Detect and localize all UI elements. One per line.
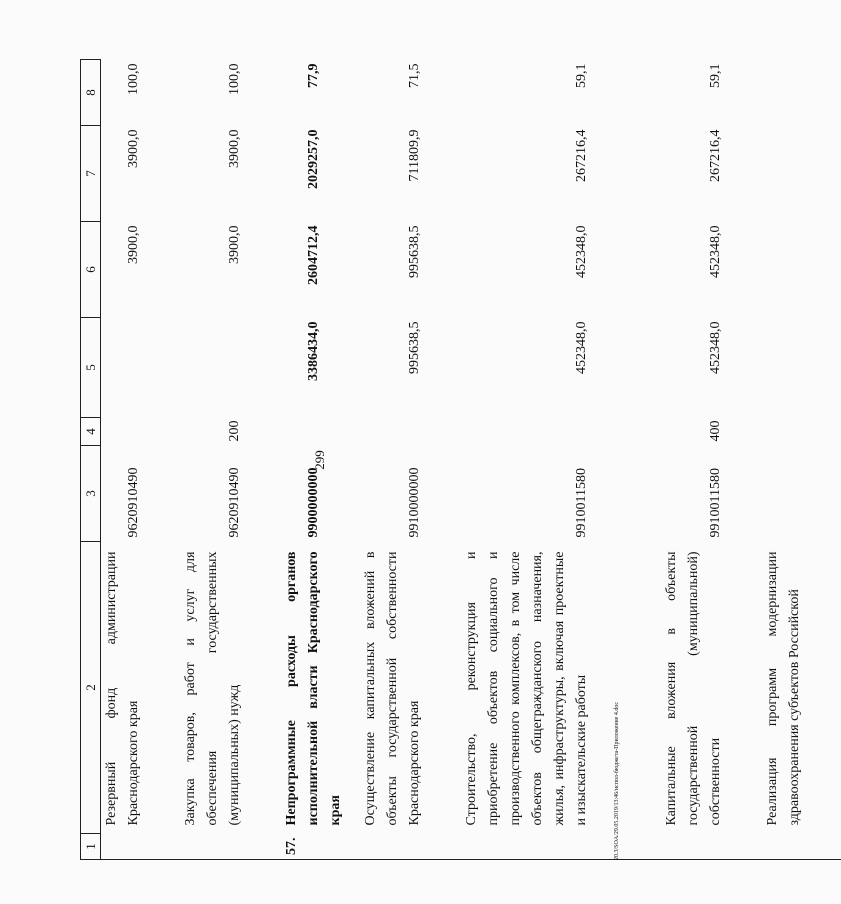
cell-percent: 100,0 (227, 63, 242, 95)
cell-num: 57. (281, 834, 360, 860)
page-number: 299 (312, 450, 327, 470)
cell-name: Строительство, реконструкция и приобретение объектов социального и производственного комплексов, в том числе объектов общегражданского назначения, жилья, инфраструктуры, включая проектные и изыскательские работы (464, 551, 589, 826)
cell-num (101, 834, 181, 860)
cell-csr: 9910000000 (407, 467, 422, 538)
cell-percent: 100,0 (126, 63, 141, 95)
cell-csr: 9910011580 (574, 468, 589, 538)
cell-done: 3900,0 (227, 129, 242, 168)
cell-approved: 2604712,4 (306, 225, 321, 285)
cell-done: 3900,0 (126, 129, 141, 168)
cell-plan (762, 318, 841, 418)
cell-name: Реализация программ модернизации здравоохранения субъектов Российской (765, 551, 802, 826)
cell-num (180, 834, 281, 860)
table-row (661, 60, 762, 860)
cell-done: 267216,4 (574, 129, 589, 182)
cell-done: 711809,9 (407, 129, 422, 182)
cell-vr (461, 418, 661, 446)
budget-table (80, 59, 841, 860)
cell-csr: 9910011580 (708, 468, 723, 538)
cell-num (360, 834, 461, 860)
column-header: 3 (81, 446, 101, 542)
cell-vr (360, 418, 461, 446)
cell-vr: 200 (227, 420, 242, 442)
column-header: 1 (81, 834, 101, 860)
cell-plan: 452348,0 (574, 321, 589, 374)
cell-csr: 9620910490 (126, 467, 141, 538)
cell-plan (101, 318, 181, 418)
cell-plan (180, 318, 281, 418)
table-row (762, 60, 841, 860)
column-header: 7 (81, 126, 101, 222)
cell-approved: 452348,0 (574, 225, 589, 278)
cell-approved: 995638,5 (407, 225, 422, 278)
cell-approved: 3900,0 (227, 225, 242, 264)
column-header: 4 (81, 418, 101, 446)
cell-vr (281, 418, 360, 446)
cell-csr (762, 446, 841, 542)
column-header: 2 (81, 542, 101, 834)
cell-approved: 452348,0 (708, 225, 723, 278)
cell-name: Капитальные вложения в объекты государственной (муниципальной) собственности (664, 551, 723, 826)
cell-name: Резервный фонд администрации Краснодарского края (104, 551, 141, 826)
cell-csr: 9900000000 (306, 467, 321, 538)
cell-approved: 3900,0 (126, 225, 141, 264)
cell-csr: 9620910490 (227, 467, 242, 538)
table-row (180, 60, 281, 860)
rotated-page-content (80, 60, 802, 860)
cell-plan: 3386434,0 (306, 321, 321, 381)
cell-num (461, 834, 661, 860)
column-header: 6 (81, 222, 101, 318)
table-row (281, 60, 360, 860)
table-header-row (81, 60, 101, 860)
cell-done: 2029257,0 (306, 129, 321, 189)
cell-num (661, 834, 762, 860)
cell-plan: 995638,5 (407, 321, 422, 374)
cell-name: Непрограммные расходы органов исполнительной власти Краснодарского края (284, 551, 343, 826)
cell-plan: 452348,0 (708, 321, 723, 374)
cell-percent: 71,5 (407, 63, 422, 88)
cell-percent: 59,1 (574, 63, 589, 88)
cell-percent: 77,9 (306, 63, 321, 88)
table-row (461, 60, 661, 860)
column-header: 5 (81, 318, 101, 418)
cell-vr (762, 418, 841, 446)
column-header: 8 (81, 60, 101, 126)
table-row (101, 60, 181, 860)
cell-name: Закупка товаров, работ и услуг для обеспечения государственных (муниципальных) нужд (183, 551, 242, 826)
cell-done (762, 126, 841, 222)
cell-num (762, 834, 841, 860)
cell-done: 267216,4 (708, 129, 723, 182)
cell-percent: 59,1 (708, 63, 723, 88)
footer-file-path: 20.3/SOA/29.05.2019/13:46/испол-бюджета-Приложение 4.doc (614, 701, 620, 860)
cell-percent (762, 60, 841, 126)
cell-approved (762, 222, 841, 318)
table-row (360, 60, 461, 860)
cell-name: Осуществление капитальных вложений в объекты государственной собственности Краснодарского края (363, 551, 422, 826)
cell-vr (101, 418, 181, 446)
cell-vr: 400 (708, 420, 723, 442)
